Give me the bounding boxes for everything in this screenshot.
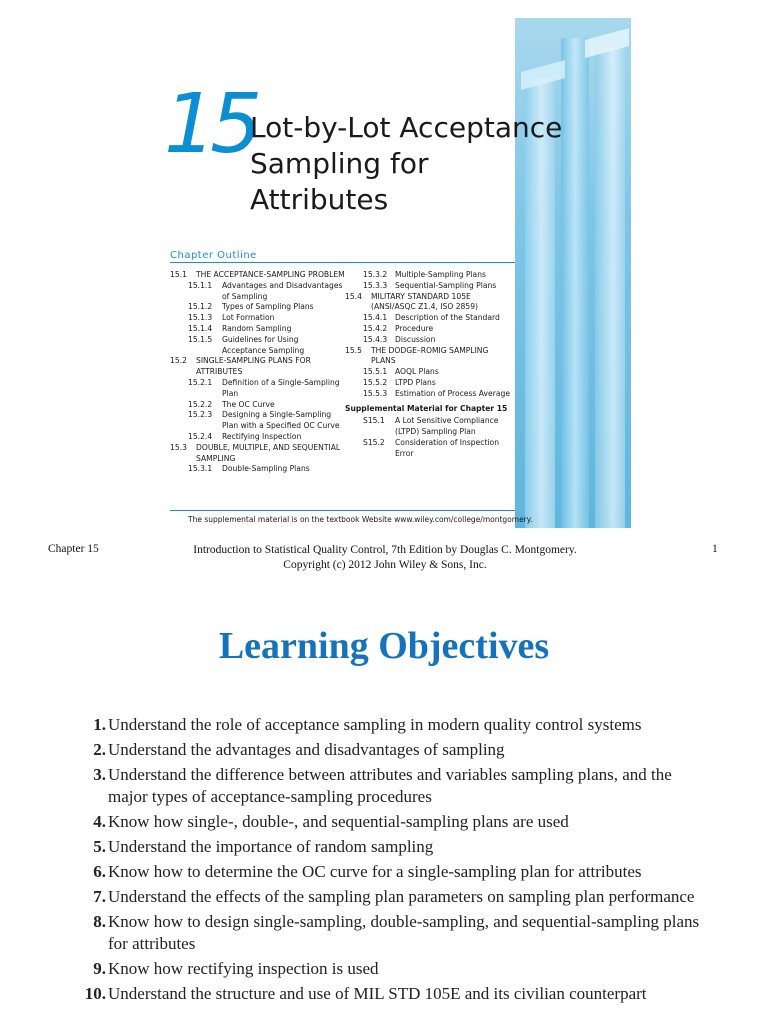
outline-entry: [170, 432, 345, 443]
outline-entry-text: AOQL Plans: [395, 367, 439, 377]
outline-entry-number: 15.5.1: [363, 367, 388, 377]
outline-entry-number: 15.4: [345, 291, 362, 301]
supplemental-entry-number: S15.2: [363, 437, 385, 447]
outline-entry: [170, 443, 345, 465]
objective-text: Know how single-, double-, and sequential-sampling plans are used: [108, 812, 569, 831]
objective-item: [66, 911, 706, 955]
outline-entry-text: SINGLE-SAMPLING PLANS FOR ATTRIBUTES: [196, 356, 311, 377]
outline-entry-number: 15.1: [170, 270, 187, 279]
outline-entry: [345, 367, 515, 378]
outline-entry: [170, 400, 345, 411]
supplemental-entry-number: S15.1: [363, 416, 385, 426]
objective-number: 1.: [93, 715, 106, 734]
outline-entry-number: 15.3.2: [363, 270, 388, 279]
objective-item: [66, 958, 706, 980]
outline-entry-number: 15.4.3: [363, 334, 388, 344]
outline-entry-text: Double-Sampling Plans: [222, 464, 310, 474]
objective-item: [66, 886, 706, 908]
footer-citation-line: Introduction to Statistical Quality Control, 7th Edition by Douglas C. Montgomery.: [193, 544, 577, 556]
outline-entry-number: 15.1.1: [188, 280, 213, 290]
objective-number: 5.: [93, 837, 106, 856]
outline-entry-text: Sequential-Sampling Plans: [395, 280, 497, 290]
supplemental-entry: [345, 438, 515, 460]
outline-entry-number: 15.5.2: [363, 377, 388, 387]
outline-entry-text: THE ACCEPTANCE-SAMPLING PROBLEM: [196, 270, 345, 279]
outline-entry-text: DOUBLE, MULTIPLE, AND SEQUENTIAL SAMPLING: [196, 442, 341, 463]
outline-column-right: [345, 270, 515, 460]
objective-text: Understand the effects of the sampling plan parameters on sampling plan performance: [108, 887, 695, 906]
objective-number: 3.: [93, 765, 106, 784]
outline-entry: [345, 270, 515, 281]
outline-entry-text: The OC Curve: [222, 399, 275, 409]
objective-text: Understand the role of acceptance sampling in modern quality control systems: [108, 715, 642, 734]
outline-entry-number: 15.5.3: [363, 388, 388, 398]
outline-entry-number: 15.4.1: [363, 313, 388, 323]
objective-item: [66, 714, 706, 736]
outline-entry-number: 15.1.2: [188, 302, 213, 312]
outline-entry-text: Advantages and Disadvantages of Sampling: [222, 280, 343, 301]
outline-entry: [170, 464, 345, 475]
divider: [170, 262, 515, 263]
outline-entry-number: 15.2.3: [188, 410, 213, 420]
objective-text: Know how to design single-sampling, double-sampling, and sequential-sampling plans for attributes: [108, 912, 700, 953]
outline-entry-text: Procedure: [395, 323, 434, 333]
outline-entry: [170, 281, 345, 303]
objective-number: 10.: [84, 984, 106, 1003]
outline-entry-text: Discussion: [395, 334, 436, 344]
chapter-title-line: Sampling for: [250, 147, 429, 180]
outline-entry-number: 15.3: [170, 442, 187, 452]
outline-entry-text: Random Sampling: [222, 323, 292, 333]
objective-text: Understand the difference between attributes and variables sampling plans, and the major types of acceptance-sampling procedures: [108, 765, 672, 806]
outline-entry-number: 15.3.3: [363, 280, 388, 290]
footer-copyright: Copyright (c) 2012 John Wiley & Sons, Inc.: [283, 559, 487, 571]
objective-number: 9.: [93, 959, 106, 978]
outline-entry: [345, 292, 515, 314]
outline-entry-text: Lot Formation: [222, 313, 275, 323]
outline-entry-text: LTPD Plans: [395, 377, 436, 387]
objective-item: [66, 861, 706, 883]
outline-entry: [345, 389, 515, 400]
supplemental-entry: [345, 416, 515, 438]
outline-heading: Chapter Outline: [170, 250, 257, 261]
outline-entry-number: 15.2.1: [188, 377, 213, 387]
objective-text: Know how to determine the OC curve for a single-sampling plan for attributes: [108, 862, 642, 881]
objective-item: [66, 739, 706, 761]
objective-text: Know how rectifying inspection is used: [108, 959, 379, 978]
outline-entry-number: 15.2: [170, 356, 187, 366]
outline-entry: [170, 324, 345, 335]
outline-entry-number: 15.1.3: [188, 313, 213, 323]
objective-number: 6.: [93, 862, 106, 881]
outline-entry: [345, 324, 515, 335]
objective-item: [66, 836, 706, 858]
outline-entry-text: Estimation of Process Average: [395, 388, 510, 398]
outline-entry-text: Rectifying Inspection: [222, 431, 302, 441]
outline-entry-text: Description of the Standard: [395, 313, 500, 323]
objectives-list: [66, 714, 706, 1008]
outline-entry-number: 15.3.1: [188, 464, 213, 474]
objective-text: Understand the importance of random sampling: [108, 837, 434, 856]
outline-entry-text: Types of Sampling Plans: [222, 302, 314, 312]
outline-entry: [345, 313, 515, 324]
divider: [170, 510, 515, 511]
outline-entry-number: 15.2.4: [188, 431, 213, 441]
chapter-title-line: Attributes: [250, 183, 389, 216]
outline-entry-number: 15.2.2: [188, 399, 213, 409]
objective-number: 8.: [93, 912, 106, 931]
objective-text: Understand the advantages and disadvantages of sampling: [108, 740, 505, 759]
chapter-title-line: Lot-by-Lot Acceptance: [250, 111, 563, 144]
slide-title: Learning Objectives: [218, 625, 550, 667]
outline-entry: [170, 302, 345, 313]
supplemental-entry-text: A Lot Sensitive Compliance (LTPD) Sampling Plan: [395, 416, 499, 437]
footer-chapter: Chapter 15: [48, 543, 99, 555]
chapter-opener-graphic: [515, 18, 631, 528]
outline-entry: [170, 356, 345, 378]
footer-citation: [150, 543, 620, 573]
objective-item: [66, 983, 706, 1005]
outline-entry: [345, 378, 515, 389]
chapter-number: 15: [164, 77, 257, 172]
supplemental-entry-text: Consideration of Inspection Error: [395, 437, 500, 458]
objective-number: 4.: [93, 812, 106, 831]
outline-entry-number: 15.4.2: [363, 323, 388, 333]
outline-entry-text: Multiple-Sampling Plans: [395, 270, 486, 279]
objective-number: 7.: [93, 887, 106, 906]
objective-item: [66, 764, 706, 808]
outline-entry: [170, 270, 345, 281]
outline-entry: [345, 335, 515, 346]
outline-entry: [170, 313, 345, 324]
supplemental-heading: Supplemental Material for Chapter 15: [345, 403, 508, 413]
outline-entry-text: Designing a Single-Sampling Plan with a Specified OC Curve: [222, 410, 340, 431]
outline-entry: [170, 410, 345, 432]
objective-number: 2.: [93, 740, 106, 759]
outline-entry-text: Definition of a Single-Sampling Plan: [222, 377, 340, 398]
outline-entry-number: 15.1.4: [188, 323, 213, 333]
chapter-title: [250, 110, 590, 218]
outline-entry-number: 15.5: [345, 345, 362, 355]
outline-entry-number: 15.1.5: [188, 334, 213, 344]
supplemental-footnote: The supplemental material is on the textbook Website www.wiley.com/college/montgomery.: [188, 515, 533, 524]
outline-entry: [345, 281, 515, 292]
outline-column-left: [170, 270, 345, 475]
objective-text: Understand the structure and use of MIL STD 105E and its civilian counterpart: [108, 984, 647, 1003]
page-number: 1: [712, 543, 718, 555]
outline-entry: [170, 378, 345, 400]
outline-entry: [170, 335, 345, 357]
outline-entry: [345, 346, 515, 368]
outline-entry-text: MILITARY STANDARD 105E (ANSI/ASQC Z1.4, ISO 2859): [371, 291, 479, 312]
outline-entry-text: Guidelines for Using Acceptance Sampling: [222, 334, 305, 355]
outline-entry-text: THE DODGE–ROMIG SAMPLING PLANS: [371, 345, 489, 366]
objective-item: [66, 811, 706, 833]
